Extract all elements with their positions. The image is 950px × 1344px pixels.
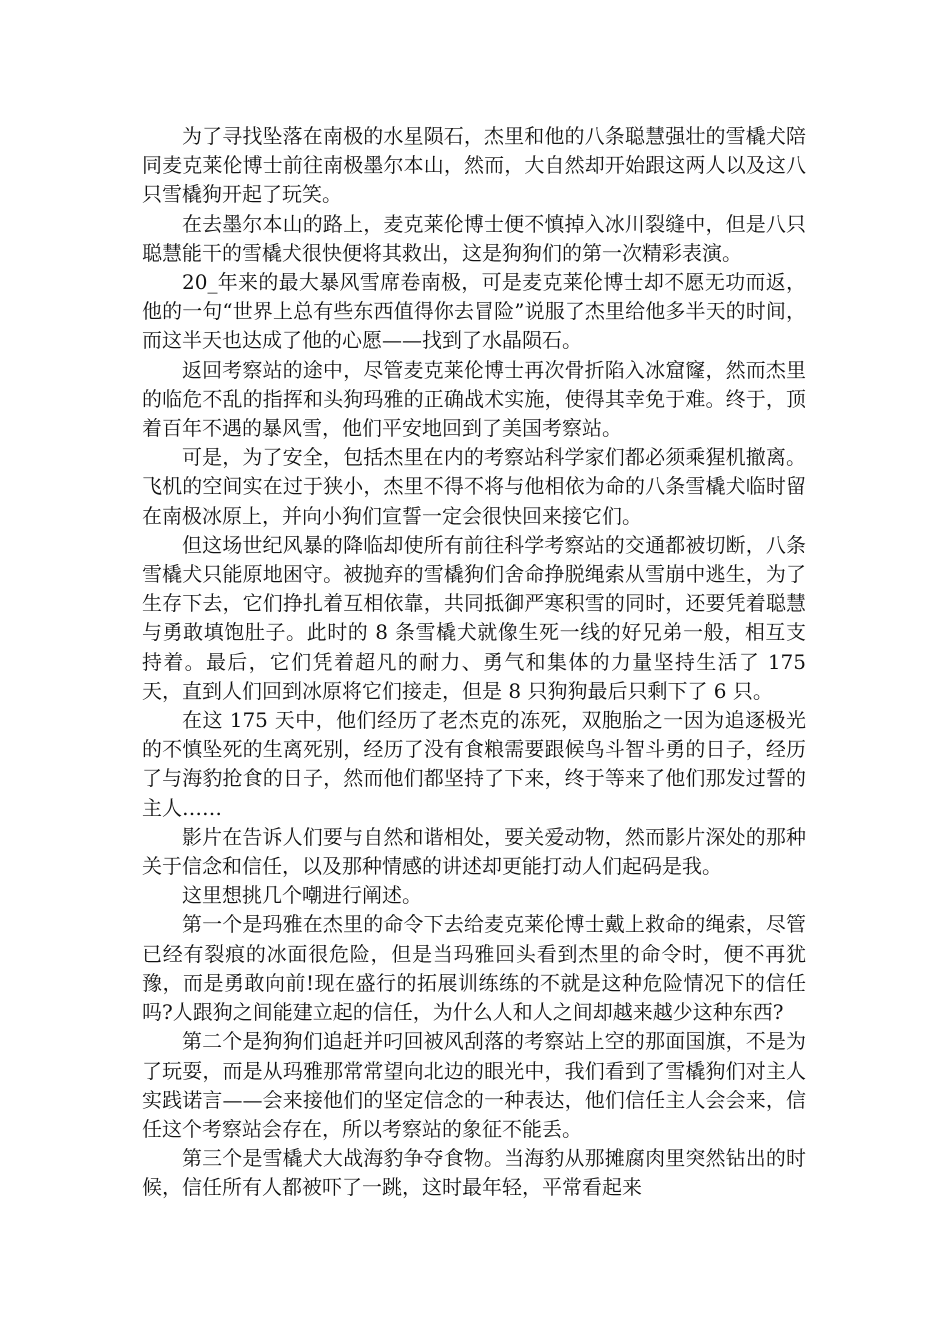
paragraph: 第二个是狗狗们追赶并叼回被风刮落的考察站上空的那面国旗，不是为了玩耍，而是从玛雅那常常望向北边的眼光中，我们看到了雪橇狗们对主人实践诺言——会来接他们的坚定信念的一种表达，他们信任主人会会来，信任这个考察站会存在，所以考察站的象征不能丢。 <box>142 1029 806 1141</box>
paragraph: 可是，为了安全，包括杰里在内的考察站科学家们都必须乘猩机撤离。飞机的空间实在过于狭小，杰里不得不将与他相依为命的八条雪橇犬临时留在南极冰原上，并向小狗们宣誓一定会很快回来接它们。 <box>142 445 806 528</box>
paragraph: 返回考察站的途中，尽管麦克莱伦博士再次骨折陷入冰窟窿，然而杰里的临危不乱的指挥和头狗玛雅的正确战术实施，使得其幸免于难。终于，顶着百年不遇的暴风雪，他们平安地回到了美国考察站。 <box>142 357 806 441</box>
document-body <box>142 122 806 1203</box>
paragraph: 这里想挑几个嘲进行阐述。 <box>182 883 422 908</box>
paragraph: 第一个是玛雅在杰里的命令下去给麦克莱伦博士戴上救命的绳索，尽管已经有裂痕的冰面很危险，但是当玛雅回头看到杰里的命令时，便不再犹豫，而是勇敢向前!现在盛行的拓展训练练的不就是这种危险情况下的信任吗?人跟狗之间能建立起的信任，为什么人和人之间却越来越少这种东西? <box>142 912 806 1025</box>
paragraph: 20_年来的最大暴风雪席卷南极，可是麦克莱伦博士却不愿无功而返，他的一句“世界上总有些东西值得你去冒险”说服了杰里给他多半天的时间，而这半天也达成了他的心愿——找到了水晶陨石。 <box>142 270 806 353</box>
paragraph: 影片在告诉人们要与自然和谐相处，要关爱动物，然而影片深处的那种关于信念和信任，以及那种情感的讲述却更能打动人们起码是我。 <box>142 824 806 879</box>
paragraph: 在去墨尔本山的路上，麦克莱伦博士便不慎掉入冰川裂缝中，但是八只聪慧能干的雪橇犬很快便将其救出，这是狗狗们的第一次精彩表演。 <box>142 211 806 265</box>
paragraph: 在这 175 天中，他们经历了老杰克的冻死，双胞胎之一因为追逐极光的不慎坠死的生离死别，经历了没有食粮需要跟候鸟斗智斗勇的日子，经历了与海豹抢食的日子，然而他们都坚持了下来，终于等来了他们那发过誓的主人…… <box>142 708 806 820</box>
paragraph: 为了寻找坠落在南极的水星陨石，杰里和他的八条聪慧强壮的雪橇犬陪同麦克莱伦博士前往南极墨尔本山，然而，大自然却开始跟这两人以及这八只雪橇狗开起了玩笑。 <box>142 124 806 207</box>
paragraph: 第三个是雪橇犬大战海豹争夺食物。当海豹从那摊腐肉里突然钻出的时候，信任所有人都被吓了一跳，这时最年轻，平常看起来 <box>142 1146 806 1200</box>
paragraph: 但这场世纪风暴的降临却使所有前往科学考察站的交通都被切断，八条雪橇犬只能原地困守。被抛弃的雪橇狗们舍命挣脱绳索从雪崩中逃生，为了生存下去，它们挣扎着互相依靠，共同抵御严寒积雪的同时，还要凭着聪慧与勇敢填饱肚子。此时的 8 条雪橇犬就像生死一线的好兄弟一般，相互支持着。最后，它们凭着超凡的耐力、勇气和集体的力量坚持生活了 175 天，直到人们回到冰原将它们接走，但是 8 只狗狗最后只剩下了 6 只。 <box>142 532 806 703</box>
